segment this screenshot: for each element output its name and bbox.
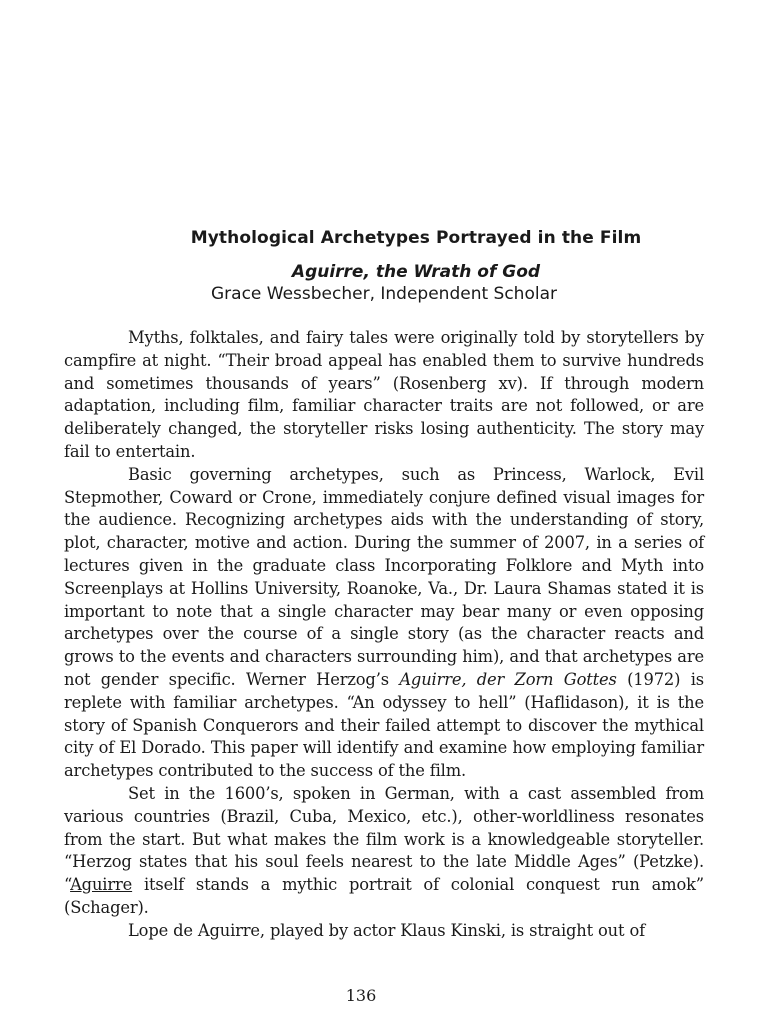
paragraph-2-text-b: (1972) is replete with familiar archetypes. “An odyssey to hell” (Haflidason), it is the story of Spanish Conquerors and their failed attempt to discover the mythical city of El Dorado. This paper will identify and examine how employing familiar archetypes contributed to the success of the film.: [64, 669, 704, 781]
film-title-underlined: Aguirre: [70, 875, 133, 895]
paragraph-2-text-a: Basic governing archetypes, such as Princess, Warlock, Evil Stepmother, Coward or Crone, immediately conjure defined visual images for the audience. Recognizing archetypes aids with the understanding of story, plot, character, motive and action. During the summer of 2007, in a series of lectures given in the graduate class Incorporating Folklore and Myth into Screenplays at Hollins University, Roanoke, Va., Dr. Laura Shamas stated it is important to note that a single character may bear many or even opposing archetypes over the course of a single story (as the character reacts and grows to the events and characters surrounding him), and that archetypes are not gender specific. Werner Herzog’s: [64, 464, 704, 689]
paragraph-3: [64, 783, 704, 920]
paragraph-1: Myths, folktales, and fairy tales were originally told by storytellers by campfire at night. “Their broad appeal has enabled them to survive hundreds and sometimes thousands of years” (Rosenberg xv). If through modern adaptation, including film, familiar character traits are not followed, or are deliberately changed, the storyteller risks losing authenticity. The story may fail to entertain.: [64, 328, 704, 461]
paragraph-4: Lope de Aguirre, played by actor Klaus Kinski, is straight out of: [128, 920, 645, 940]
paper-subtitle: Aguirre, the Wrath of God: [291, 262, 541, 282]
author-line: Grace Wessbecher, Independent Scholar: [210, 284, 557, 304]
paragraph-3-text-a: Set in the 1600’s, spoken in German, with a cast assembled from various countries (Brazil, Cuba, Mexico, etc.), other-worldliness resonates from the start. But what makes the film work is a knowledgeable storyteller. “Herzog states that his soul feels nearest to the late Middle Ages” (Petzke). “: [64, 783, 704, 895]
paper-title: Mythological Archetypes Portrayed in the Film: [190, 228, 642, 248]
paragraph-2: [64, 464, 704, 783]
page-number: 136: [345, 986, 377, 1005]
paragraph-3-text-b: itself stands a mythic portrait of colonial conquest run amok” (Schager).: [64, 875, 704, 917]
body-text: [64, 327, 704, 943]
film-title-italic: Aguirre, der Zorn Gottes: [399, 669, 617, 689]
